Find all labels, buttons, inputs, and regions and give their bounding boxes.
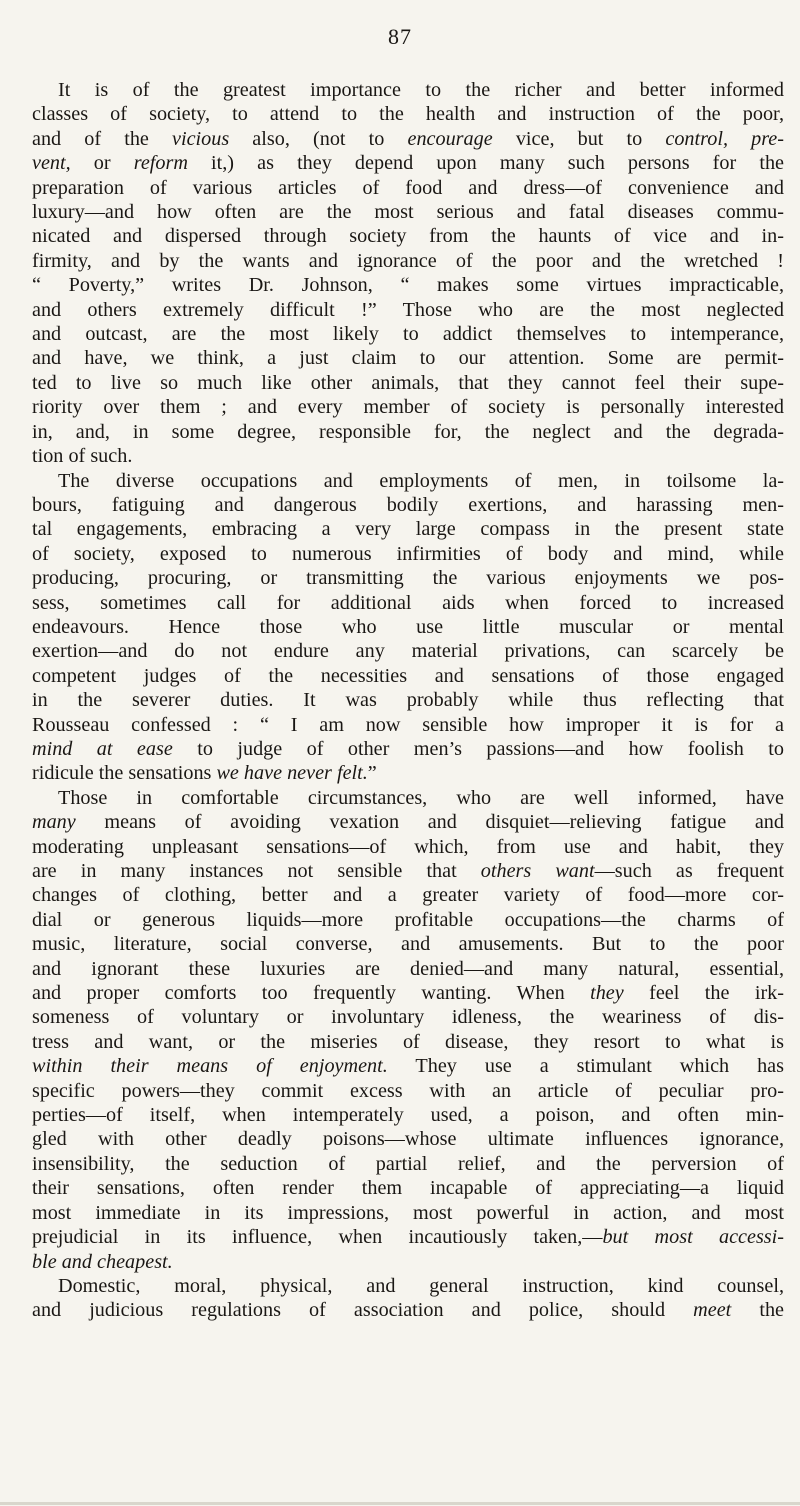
text-run: tress and want, or the miseries of disease, they resort to what is	[32, 1030, 784, 1053]
text-line	[32, 688, 784, 712]
text-line	[32, 542, 784, 566]
text-line	[32, 883, 784, 907]
text-line	[32, 664, 784, 688]
text-line	[32, 420, 784, 444]
text-run: it,) as they depend upon many such persons for the	[187, 152, 784, 175]
text-run: and of the	[32, 127, 172, 150]
text-line	[32, 469, 784, 493]
italic-text: we have never felt.	[216, 762, 368, 785]
paragraph	[32, 469, 784, 786]
text-line	[32, 1054, 784, 1078]
text-line	[32, 1127, 784, 1151]
text-line	[32, 493, 784, 517]
text-line	[32, 1274, 784, 1298]
text-line	[32, 591, 784, 615]
text-line	[32, 346, 784, 370]
text-line	[32, 78, 784, 102]
text-run: sess, sometimes call for additional aids when forced to increased	[32, 591, 784, 614]
text-run: moderating unpleasant sensations—of which, from use and habit, they	[32, 835, 784, 858]
text-line	[32, 127, 784, 151]
italic-text: vent,	[32, 152, 71, 175]
page-edge	[0, 1502, 800, 1505]
italic-text: others want	[480, 860, 595, 882]
text-run: in the severer duties. It was probably while thus reflecting that	[32, 689, 784, 712]
text-line	[32, 444, 784, 468]
text-run: or	[70, 152, 134, 175]
paragraph	[32, 78, 784, 469]
text-run: —such as frequent	[594, 860, 784, 882]
text-run: their sensations, often render them incapable of appreciating—a liquid	[32, 1177, 784, 1200]
text-line	[32, 639, 784, 663]
italic-text: but most accessi-	[602, 1226, 784, 1249]
text-run: music, literature, social converse, and amusements. But to the poor	[32, 933, 784, 956]
italic-text: encourage	[407, 127, 493, 150]
text-line	[32, 151, 784, 175]
text-run: Rousseau confessed : “ I am now sensible how improper it is for a	[32, 713, 784, 736]
text-run: preparation of various articles of food and dress—of convenience and	[32, 176, 784, 199]
text-line	[32, 1005, 784, 1029]
text-run: changes of clothing, better and a greater variety of food—more cor-	[32, 884, 784, 907]
italic-text: many	[32, 811, 76, 834]
text-run: firmity, and by the wants and ignorance of the poor and the wretched !	[32, 249, 784, 272]
text-run: classes of society, to attend to the health and instruction of the poor,	[32, 103, 784, 126]
text-line	[32, 1201, 784, 1225]
text-run: bours, fatiguing and dangerous bodily exertions, and harassing men-	[32, 493, 784, 516]
text-run: perties—of itself, when intemperately used, a poison, and often min-	[32, 1104, 784, 1127]
text-run: exertion—and do not endure any material privations, can scarcely be	[32, 640, 784, 663]
text-run: means of avoiding vexation and disquiet—relieving fatigue and	[75, 811, 784, 834]
text-run: feel the irk-	[623, 982, 784, 1005]
text-line	[32, 615, 784, 639]
text-line	[32, 1152, 784, 1176]
text-run: nicated and dispersed through society from the haunts of vice and in-	[32, 225, 784, 248]
text-line	[32, 786, 784, 810]
text-run: in, and, in some degree, responsible for, the neglect and the degrada-	[32, 420, 784, 443]
text-line	[32, 810, 784, 834]
text-line	[32, 1176, 784, 1200]
text-run: and have, we think, a just claim to our attention. Some are permit-	[32, 347, 784, 370]
text-line	[32, 249, 784, 273]
text-run: endeavours. Hence those who use little muscular or mental	[32, 615, 784, 638]
text-line	[32, 371, 784, 395]
text-line	[32, 395, 784, 419]
text-line	[32, 761, 784, 785]
text-run: and outcast, are the most likely to addict themselves to intemperance,	[32, 323, 784, 346]
text-run: It is of the greatest importance to the richer and better informed	[58, 79, 784, 101]
text-run: someness of voluntary or involuntary idleness, the weariness of dis-	[32, 1006, 784, 1029]
italic-text: ble and cheapest.	[32, 1250, 173, 1273]
paragraph	[32, 1274, 784, 1323]
text-line	[32, 200, 784, 224]
text-run: and judicious regulations of association and police, should	[32, 1299, 694, 1322]
text-run: gled with other deadly poisons—whose ultimate influences ignorance,	[32, 1128, 784, 1151]
italic-text: they	[590, 982, 624, 1005]
text-run: tal engagements, embracing a very large compass in the present state	[32, 518, 784, 541]
text-run: insensibility, the seduction of partial relief, and the perversion of	[32, 1152, 784, 1175]
text-run: most immediate in its impressions, most powerful in action, and most	[32, 1201, 784, 1224]
text-run: ted to live so much like other animals, that they cannot feel their supe-	[32, 371, 784, 394]
text-line	[32, 322, 784, 346]
text-line	[32, 908, 784, 932]
italic-text: within their means of enjoyment.	[32, 1055, 388, 1078]
text-run: luxury—and how often are the most serious and fatal diseases commu-	[32, 201, 784, 224]
text-run: The diverse occupations and employments of men, in toilsome la-	[58, 469, 784, 492]
body-text	[32, 78, 784, 1323]
text-run: and others extremely difficult !” Those who are the most neglected	[32, 298, 784, 321]
text-run: They use a stimulant which has	[387, 1055, 784, 1078]
italic-text: reform	[133, 152, 188, 175]
text-line	[32, 224, 784, 248]
text-run: tion of such.	[32, 445, 133, 468]
text-line	[32, 713, 784, 737]
text-run: also, (not to	[229, 127, 408, 150]
italic-text: mind at ease	[32, 737, 173, 760]
text-line	[32, 1250, 784, 1274]
text-line	[32, 102, 784, 126]
text-line	[32, 517, 784, 541]
text-line	[32, 176, 784, 200]
text-run: of society, exposed to numerous infirmities of body and mind, while	[32, 542, 784, 565]
italic-text: vicious	[172, 127, 230, 150]
text-run: vice, but to	[492, 127, 666, 150]
text-run: and proper comforts too frequently wanting. When	[32, 982, 591, 1005]
text-line	[32, 566, 784, 590]
paragraph	[32, 786, 784, 1274]
italic-text: meet	[693, 1299, 732, 1322]
text-run: and ignorant these luxuries are denied—and many natural, essential,	[32, 957, 784, 980]
text-run: “ Poverty,” writes Dr. Johnson, “ makes some virtues impracticable,	[32, 274, 784, 297]
text-run: are in many instances not sensible that	[32, 860, 481, 882]
text-line	[32, 273, 784, 297]
page-number: 87	[388, 24, 412, 49]
text-run: to judge of other men’s passions—and how foolish to	[172, 737, 785, 760]
text-run: ridicule the sensations	[32, 762, 217, 785]
text-run: Those in comfortable circumstances, who are well informed, have	[58, 786, 784, 809]
text-line	[32, 1079, 784, 1103]
italic-text: control, pre-	[665, 127, 784, 150]
text-run: producing, procuring, or transmitting the various enjoyments we pos-	[32, 567, 784, 590]
text-line	[32, 1103, 784, 1127]
text-run: riority over them ; and every member of society is personally interested	[32, 396, 784, 419]
text-run: ”	[367, 762, 377, 785]
text-run: the	[731, 1299, 784, 1322]
text-line	[32, 932, 784, 956]
text-line	[32, 298, 784, 322]
text-line	[32, 981, 784, 1005]
text-run: Domestic, moral, physical, and general instruction, kind counsel,	[58, 1274, 784, 1297]
text-run: competent judges of the necessities and sensations of those engaged	[32, 664, 784, 687]
text-run: dial or generous liquids—more profitable occupations—the charms of	[32, 908, 784, 931]
text-run: specific powers—they commit excess with an article of peculiar pro-	[32, 1079, 784, 1102]
text-line	[32, 1030, 784, 1054]
text-line	[32, 1298, 784, 1322]
text-line	[32, 835, 784, 859]
text-line	[32, 859, 784, 883]
text-line	[32, 737, 784, 761]
text-line	[32, 957, 784, 981]
text-run: prejudicial in its influence, when incautiously taken,—	[32, 1226, 603, 1249]
text-line	[32, 1225, 784, 1249]
